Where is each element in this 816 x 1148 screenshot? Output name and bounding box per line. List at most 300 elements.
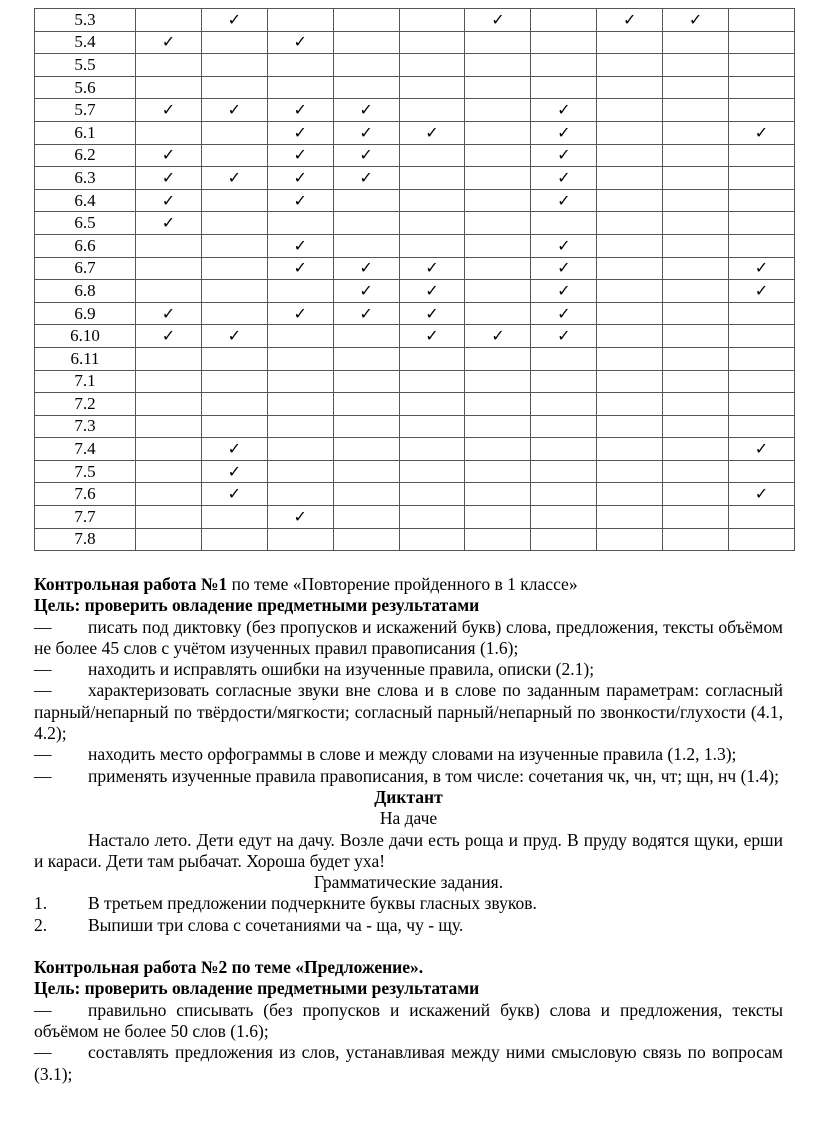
table-cell — [663, 483, 729, 506]
table-cell — [531, 121, 597, 144]
row-label: 6.9 — [35, 302, 136, 325]
table-cell — [663, 257, 729, 280]
table-cell — [729, 31, 795, 54]
table-cell — [333, 257, 399, 280]
table-cell — [597, 31, 663, 54]
table-cell — [399, 438, 465, 461]
table-cell — [399, 528, 465, 551]
table-cell — [663, 393, 729, 416]
checkmark-icon: ✓ — [557, 145, 571, 165]
work1-title — [34, 574, 783, 595]
table-cell — [465, 483, 531, 506]
table-row — [35, 212, 795, 235]
table-cell — [663, 506, 729, 529]
table-cell — [465, 144, 531, 167]
table-cell — [267, 9, 333, 32]
table-row — [35, 234, 795, 257]
grammar-task — [34, 915, 783, 936]
table-cell — [597, 347, 663, 370]
table-cell — [531, 370, 597, 393]
dash-marker: — — [34, 616, 52, 637]
checkmark-icon: ✓ — [161, 213, 176, 233]
document-body — [34, 574, 783, 1085]
table-cell — [531, 347, 597, 370]
row-label: 6.4 — [35, 189, 136, 212]
table-cell — [663, 167, 729, 190]
table-cell — [663, 9, 729, 32]
table-row — [35, 483, 795, 506]
checkmark-icon: ✓ — [161, 190, 176, 210]
row-label: 7.6 — [35, 483, 136, 506]
dictation-text: Настало лето. Дети едут на дачу. Возле дачи есть роща и пруд. В пруду водятся щуки, ерши и караси. Дети там рыбачат. Хороша будет уха! — [34, 829, 783, 871]
table-cell — [201, 9, 267, 32]
checkmark-icon: ✓ — [293, 258, 307, 278]
task-number: 1. — [34, 893, 48, 914]
checkmark-icon: ✓ — [227, 461, 242, 481]
work1-item-text: писать под диктовку (без пропусков и искажений букв) слова, предложения, тексты объёмом не более 45 слов с учётом изученных правил правописания (1.6); — [34, 616, 783, 658]
table-cell — [729, 438, 795, 461]
row-label: 5.4 — [35, 31, 136, 54]
checkmark-icon: ✓ — [161, 303, 176, 323]
checkmark-icon: ✓ — [293, 122, 307, 142]
work1-item-text: характеризовать согласные звуки вне слова и в слове по заданным параметрам: согласный парный/непарный по твёрдости/мягкости; согласный парный/непарный по звонкости/глухости (4.1, 4.2); — [34, 680, 783, 744]
table-cell — [597, 370, 663, 393]
table-cell — [136, 99, 202, 122]
table-cell — [531, 528, 597, 551]
table-cell — [663, 212, 729, 235]
table-cell — [136, 393, 202, 416]
checkmark-icon: ✓ — [491, 9, 505, 29]
table-cell — [465, 393, 531, 416]
table-row — [35, 302, 795, 325]
table-cell — [531, 483, 597, 506]
table-cell — [597, 302, 663, 325]
table-cell — [465, 167, 531, 190]
table-cell — [597, 460, 663, 483]
table-cell — [597, 257, 663, 280]
table-cell — [399, 189, 465, 212]
table-cell — [399, 54, 465, 77]
table-cell — [399, 280, 465, 303]
checkmark-icon: ✓ — [227, 167, 242, 187]
table-cell — [136, 76, 202, 99]
row-label: 6.8 — [35, 280, 136, 303]
dash-marker: — — [34, 765, 52, 786]
table-cell — [597, 76, 663, 99]
grammar-heading: Грамматические задания. — [313, 872, 504, 893]
table-cell — [333, 483, 399, 506]
table-cell — [531, 54, 597, 77]
table-cell — [333, 144, 399, 167]
row-label: 6.11 — [35, 347, 136, 370]
table-cell — [399, 76, 465, 99]
checkmark-icon: ✓ — [359, 258, 373, 278]
checkmark-icon: ✓ — [293, 167, 307, 187]
row-label: 5.7 — [35, 99, 136, 122]
table-cell — [201, 415, 267, 438]
table-cell — [531, 99, 597, 122]
table-cell — [201, 31, 267, 54]
table-cell — [267, 370, 333, 393]
table-cell — [267, 167, 333, 190]
table-cell — [333, 234, 399, 257]
table-cell — [663, 121, 729, 144]
table-cell — [465, 76, 531, 99]
table-cell — [267, 438, 333, 461]
table-cell — [201, 438, 267, 461]
checkmark-icon: ✓ — [557, 303, 571, 323]
checkmark-icon: ✓ — [227, 484, 242, 504]
task-number: 2. — [34, 914, 48, 935]
work2-item-text: составлять предложения из слов, устанавливая между ними смысловую связь по вопросам (3.1); — [34, 1042, 783, 1084]
table-cell — [333, 99, 399, 122]
table-cell — [597, 483, 663, 506]
table-cell — [729, 415, 795, 438]
table-cell — [663, 280, 729, 303]
table-cell — [136, 506, 202, 529]
dash-marker: — — [34, 659, 52, 680]
table-cell — [201, 506, 267, 529]
checkmark-icon: ✓ — [425, 303, 439, 323]
work1-item — [34, 766, 783, 787]
checkmark-icon: ✓ — [557, 258, 571, 278]
checkmark-icon: ✓ — [754, 280, 769, 300]
table-cell — [663, 76, 729, 99]
work1-item — [34, 617, 783, 660]
table-cell — [465, 370, 531, 393]
table-cell — [399, 257, 465, 280]
table-cell — [663, 302, 729, 325]
table-cell — [729, 234, 795, 257]
table-cell — [465, 415, 531, 438]
table-cell — [465, 121, 531, 144]
table-cell — [531, 257, 597, 280]
checkmark-icon: ✓ — [557, 167, 571, 187]
table-cell — [729, 370, 795, 393]
table-cell — [136, 31, 202, 54]
checkmark-icon: ✓ — [754, 122, 769, 142]
checkmark-icon: ✓ — [359, 280, 373, 300]
work2-goal: Цель: проверить овладение предметными результатами — [34, 978, 480, 999]
checkmark-icon: ✓ — [161, 326, 176, 346]
row-label: 5.5 — [35, 54, 136, 77]
checkmark-icon: ✓ — [425, 122, 439, 142]
table-cell — [201, 370, 267, 393]
table-cell — [399, 9, 465, 32]
table-row — [35, 393, 795, 416]
table-cell — [333, 76, 399, 99]
table-cell — [201, 54, 267, 77]
table-cell — [531, 393, 597, 416]
table-cell — [465, 347, 531, 370]
table-row — [35, 99, 795, 122]
results-matrix-table — [34, 8, 795, 551]
table-cell — [267, 76, 333, 99]
table-cell — [663, 99, 729, 122]
dash-marker: — — [34, 1042, 52, 1063]
table-row — [35, 325, 795, 348]
table-cell — [663, 325, 729, 348]
table-cell — [399, 234, 465, 257]
dash-marker: — — [34, 680, 52, 701]
table-cell — [267, 302, 333, 325]
table-cell — [729, 9, 795, 32]
table-cell — [267, 415, 333, 438]
table-row — [35, 167, 795, 190]
table-cell — [597, 189, 663, 212]
table-cell — [531, 189, 597, 212]
checkmark-icon: ✓ — [557, 235, 571, 255]
row-label: 6.3 — [35, 167, 136, 190]
table-cell — [729, 54, 795, 77]
table-cell — [333, 189, 399, 212]
table-cell — [333, 280, 399, 303]
row-label: 6.10 — [35, 325, 136, 348]
table-cell — [465, 460, 531, 483]
table-cell — [201, 347, 267, 370]
table-cell — [597, 393, 663, 416]
table-cell — [729, 212, 795, 235]
table-cell — [597, 438, 663, 461]
table-cell — [333, 325, 399, 348]
row-label: 6.7 — [35, 257, 136, 280]
table-cell — [663, 31, 729, 54]
table-cell — [663, 370, 729, 393]
table-cell — [267, 189, 333, 212]
table-cell — [729, 506, 795, 529]
table-cell — [136, 9, 202, 32]
table-cell — [136, 347, 202, 370]
table-cell — [201, 483, 267, 506]
table-row — [35, 438, 795, 461]
work1-goal: Цель: проверить овладение предметными результатами — [34, 595, 480, 616]
table-cell — [333, 167, 399, 190]
table-cell — [465, 189, 531, 212]
table-cell — [201, 167, 267, 190]
table-cell — [267, 257, 333, 280]
table-cell — [729, 280, 795, 303]
table-cell — [465, 212, 531, 235]
table-cell — [597, 415, 663, 438]
table-cell — [136, 370, 202, 393]
table-cell — [531, 31, 597, 54]
checkmark-icon: ✓ — [161, 167, 176, 187]
table-cell — [333, 415, 399, 438]
table-cell — [333, 438, 399, 461]
table-cell — [729, 167, 795, 190]
row-label: 7.2 — [35, 393, 136, 416]
row-label: 5.3 — [35, 9, 136, 32]
table-cell — [663, 189, 729, 212]
checkmark-icon: ✓ — [622, 9, 637, 29]
table-cell — [597, 528, 663, 551]
checkmark-icon: ✓ — [293, 145, 307, 165]
table-row — [35, 144, 795, 167]
checkmark-icon: ✓ — [425, 280, 439, 300]
table-cell — [399, 506, 465, 529]
table-cell — [729, 121, 795, 144]
checkmark-icon: ✓ — [227, 100, 242, 120]
checkmark-icon: ✓ — [359, 100, 373, 120]
table-cell — [531, 506, 597, 529]
table-cell — [663, 144, 729, 167]
table-cell — [136, 189, 202, 212]
work1-item — [34, 744, 783, 765]
table-cell — [201, 234, 267, 257]
table-cell — [729, 76, 795, 99]
checkmark-icon: ✓ — [491, 326, 505, 346]
row-label: 6.1 — [35, 121, 136, 144]
table-cell — [399, 144, 465, 167]
checkmark-icon: ✓ — [557, 100, 571, 120]
table-cell — [399, 460, 465, 483]
checkmark-icon: ✓ — [293, 506, 307, 526]
table-cell — [531, 76, 597, 99]
table-cell — [597, 121, 663, 144]
table-cell — [597, 234, 663, 257]
table-cell — [333, 121, 399, 144]
table-cell — [729, 189, 795, 212]
table-row — [35, 415, 795, 438]
table-cell — [465, 528, 531, 551]
results-matrix-body — [35, 9, 795, 551]
table-cell — [267, 31, 333, 54]
table-cell — [136, 121, 202, 144]
table-cell — [663, 460, 729, 483]
table-cell — [663, 54, 729, 77]
checkmark-icon: ✓ — [688, 9, 703, 29]
table-cell — [465, 31, 531, 54]
work1-item — [34, 659, 783, 680]
table-cell — [136, 302, 202, 325]
table-cell — [531, 460, 597, 483]
table-cell — [729, 460, 795, 483]
dictation-heading: Диктант — [374, 786, 443, 807]
dash-marker: — — [34, 744, 52, 765]
checkmark-icon: ✓ — [161, 100, 176, 120]
table-cell — [267, 528, 333, 551]
work1-item — [34, 680, 783, 744]
row-label: 7.4 — [35, 438, 136, 461]
dash-marker: — — [34, 999, 52, 1020]
checkmark-icon: ✓ — [557, 326, 571, 346]
work1-item-text: применять изученные правила правописания, в том числе: сочетания чк, чн, чт; щн, нч (1.4); — [88, 765, 779, 786]
table-cell — [597, 144, 663, 167]
table-cell — [597, 212, 663, 235]
table-cell — [597, 9, 663, 32]
checkmark-icon: ✓ — [293, 235, 307, 255]
table-row — [35, 280, 795, 303]
table-cell — [465, 325, 531, 348]
table-row — [35, 347, 795, 370]
checkmark-icon: ✓ — [293, 190, 307, 210]
row-label: 7.3 — [35, 415, 136, 438]
work1-title-bold: Контрольная работа №1 — [34, 574, 228, 594]
table-cell — [399, 121, 465, 144]
table-cell — [531, 167, 597, 190]
table-cell — [136, 144, 202, 167]
table-cell — [399, 393, 465, 416]
table-row — [35, 31, 795, 54]
table-cell — [399, 212, 465, 235]
table-row — [35, 54, 795, 77]
work2-item — [34, 1042, 783, 1085]
checkmark-icon: ✓ — [754, 439, 769, 459]
checkmark-icon: ✓ — [227, 9, 242, 29]
table-cell — [136, 438, 202, 461]
table-cell — [267, 506, 333, 529]
checkmark-icon: ✓ — [754, 484, 769, 504]
table-cell — [729, 393, 795, 416]
table-row — [35, 528, 795, 551]
table-cell — [531, 9, 597, 32]
dictation-title: На даче — [379, 808, 438, 829]
table-cell — [663, 234, 729, 257]
table-cell — [465, 438, 531, 461]
table-cell — [136, 415, 202, 438]
table-cell — [531, 325, 597, 348]
grammar-task — [34, 893, 783, 914]
row-label: 6.2 — [35, 144, 136, 167]
work2-title: Контрольная работа №2 по теме «Предложение». — [34, 957, 424, 978]
spacer — [34, 936, 783, 957]
work1-item-text: находить и исправлять ошибки на изученные правила, описки (2.1); — [88, 659, 595, 680]
table-row — [35, 189, 795, 212]
table-cell — [531, 280, 597, 303]
table-cell — [333, 347, 399, 370]
table-cell — [531, 212, 597, 235]
table-cell — [399, 99, 465, 122]
table-cell — [201, 460, 267, 483]
table-cell — [201, 121, 267, 144]
table-cell — [201, 76, 267, 99]
table-cell — [465, 9, 531, 32]
table-cell — [136, 460, 202, 483]
table-cell — [465, 257, 531, 280]
table-cell — [201, 189, 267, 212]
table-cell — [597, 506, 663, 529]
table-cell — [201, 325, 267, 348]
table-cell — [201, 99, 267, 122]
table-cell — [333, 528, 399, 551]
table-row — [35, 9, 795, 32]
table-cell — [465, 54, 531, 77]
table-cell — [597, 167, 663, 190]
table-cell — [267, 325, 333, 348]
checkmark-icon: ✓ — [557, 190, 571, 210]
table-cell — [729, 483, 795, 506]
row-label: 6.5 — [35, 212, 136, 235]
table-cell — [267, 99, 333, 122]
table-row — [35, 506, 795, 529]
table-cell — [267, 280, 333, 303]
table-cell — [399, 167, 465, 190]
table-cell — [136, 234, 202, 257]
checkmark-icon: ✓ — [359, 167, 373, 187]
table-cell — [201, 528, 267, 551]
table-cell — [531, 415, 597, 438]
table-cell — [663, 438, 729, 461]
table-cell — [399, 370, 465, 393]
table-row — [35, 460, 795, 483]
table-cell — [333, 506, 399, 529]
table-cell — [729, 99, 795, 122]
table-cell — [267, 54, 333, 77]
table-cell — [201, 212, 267, 235]
table-cell — [136, 257, 202, 280]
table-cell — [729, 325, 795, 348]
table-cell — [399, 302, 465, 325]
